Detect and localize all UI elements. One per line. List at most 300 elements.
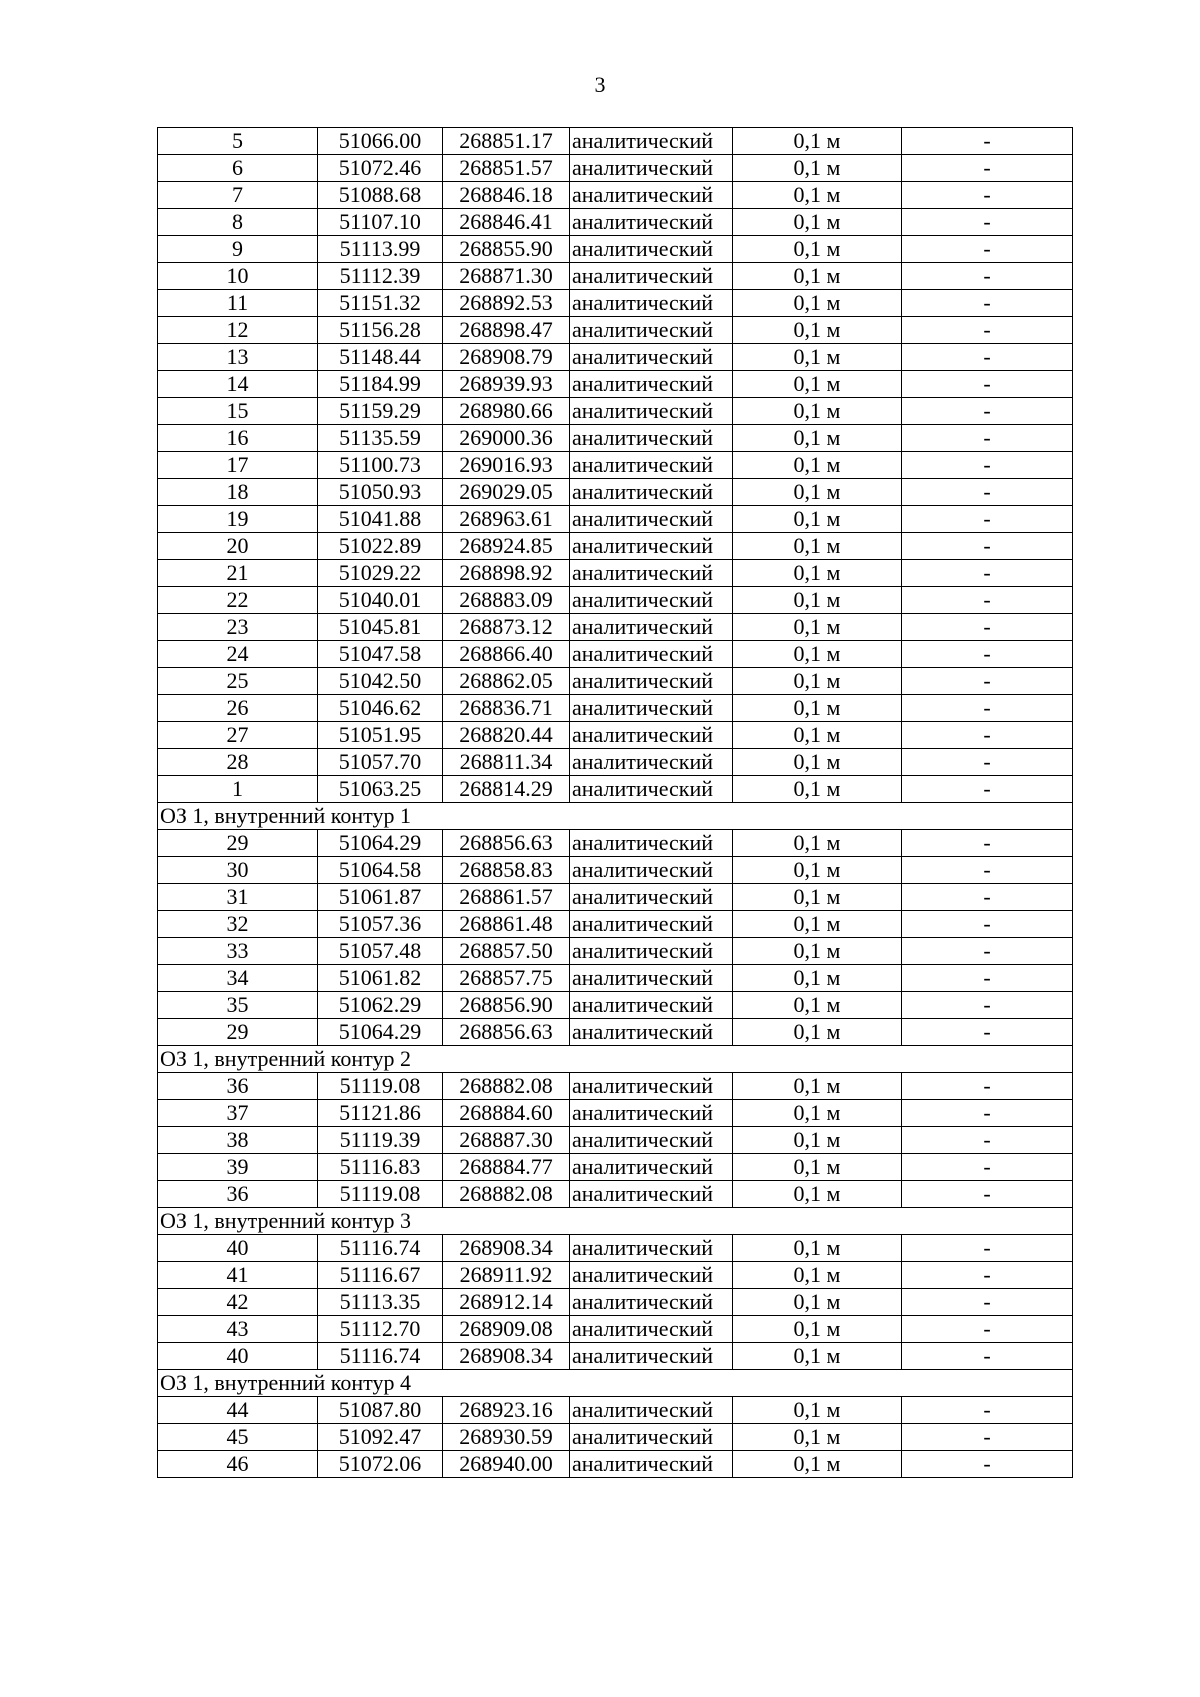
point-number-cell: 44 xyxy=(158,1397,318,1424)
table-row xyxy=(158,209,1073,236)
table-row xyxy=(158,722,1073,749)
y-coordinate-cell: 268924.85 xyxy=(443,533,570,560)
table-row xyxy=(158,857,1073,884)
method-cell: аналитический xyxy=(570,641,733,668)
method-cell: аналитический xyxy=(570,911,733,938)
y-coordinate-cell: 268846.18 xyxy=(443,182,570,209)
accuracy-cell: 0,1 м xyxy=(733,1181,902,1208)
point-number-cell: 23 xyxy=(158,614,318,641)
table-row xyxy=(158,452,1073,479)
table-row xyxy=(158,128,1073,155)
table-row xyxy=(158,992,1073,1019)
accuracy-cell: 0,1 м xyxy=(733,290,902,317)
point-number-cell: 11 xyxy=(158,290,318,317)
point-number-cell: 22 xyxy=(158,587,318,614)
description-cell: - xyxy=(902,1262,1073,1289)
accuracy-cell: 0,1 м xyxy=(733,317,902,344)
y-coordinate-cell: 268851.57 xyxy=(443,155,570,182)
y-coordinate-cell: 268898.47 xyxy=(443,317,570,344)
description-cell: - xyxy=(902,1424,1073,1451)
y-coordinate-cell: 268814.29 xyxy=(443,776,570,803)
accuracy-cell: 0,1 м xyxy=(733,1100,902,1127)
x-coordinate-cell: 51116.74 xyxy=(318,1235,443,1262)
method-cell: аналитический xyxy=(570,317,733,344)
method-cell: аналитический xyxy=(570,1235,733,1262)
point-number-cell: 9 xyxy=(158,236,318,263)
y-coordinate-cell: 268871.30 xyxy=(443,263,570,290)
x-coordinate-cell: 51042.50 xyxy=(318,668,443,695)
y-coordinate-cell: 269029.05 xyxy=(443,479,570,506)
table-row xyxy=(158,533,1073,560)
accuracy-cell: 0,1 м xyxy=(733,992,902,1019)
table-row xyxy=(158,506,1073,533)
method-cell: аналитический xyxy=(570,371,733,398)
x-coordinate-cell: 51116.67 xyxy=(318,1262,443,1289)
x-coordinate-cell: 51092.47 xyxy=(318,1424,443,1451)
method-cell: аналитический xyxy=(570,965,733,992)
table-row xyxy=(158,290,1073,317)
y-coordinate-cell: 268939.93 xyxy=(443,371,570,398)
point-number-cell: 36 xyxy=(158,1181,318,1208)
table-row xyxy=(158,938,1073,965)
point-number-cell: 16 xyxy=(158,425,318,452)
description-cell: - xyxy=(902,344,1073,371)
y-coordinate-cell: 268912.14 xyxy=(443,1289,570,1316)
y-coordinate-cell: 268861.57 xyxy=(443,884,570,911)
description-cell: - xyxy=(902,236,1073,263)
table-row xyxy=(158,911,1073,938)
section-header-row xyxy=(158,1046,1073,1073)
x-coordinate-cell: 51057.48 xyxy=(318,938,443,965)
x-coordinate-cell: 51087.80 xyxy=(318,1397,443,1424)
x-coordinate-cell: 51116.74 xyxy=(318,1343,443,1370)
x-coordinate-cell: 51066.00 xyxy=(318,128,443,155)
x-coordinate-cell: 51116.83 xyxy=(318,1154,443,1181)
accuracy-cell: 0,1 м xyxy=(733,533,902,560)
method-cell: аналитический xyxy=(570,749,733,776)
table-row xyxy=(158,695,1073,722)
method-cell: аналитический xyxy=(570,1127,733,1154)
x-coordinate-cell: 51148.44 xyxy=(318,344,443,371)
x-coordinate-cell: 51121.86 xyxy=(318,1100,443,1127)
x-coordinate-cell: 51022.89 xyxy=(318,533,443,560)
method-cell: аналитический xyxy=(570,533,733,560)
point-number-cell: 8 xyxy=(158,209,318,236)
x-coordinate-cell: 51113.35 xyxy=(318,1289,443,1316)
y-coordinate-cell: 268858.83 xyxy=(443,857,570,884)
y-coordinate-cell: 268873.12 xyxy=(443,614,570,641)
accuracy-cell: 0,1 м xyxy=(733,911,902,938)
point-number-cell: 30 xyxy=(158,857,318,884)
accuracy-cell: 0,1 м xyxy=(733,560,902,587)
y-coordinate-cell: 268908.34 xyxy=(443,1235,570,1262)
x-coordinate-cell: 51064.58 xyxy=(318,857,443,884)
x-coordinate-cell: 51062.29 xyxy=(318,992,443,1019)
x-coordinate-cell: 51045.81 xyxy=(318,614,443,641)
method-cell: аналитический xyxy=(570,236,733,263)
y-coordinate-cell: 269016.93 xyxy=(443,452,570,479)
table-row xyxy=(158,1397,1073,1424)
description-cell: - xyxy=(902,290,1073,317)
accuracy-cell: 0,1 м xyxy=(733,398,902,425)
point-number-cell: 20 xyxy=(158,533,318,560)
x-coordinate-cell: 51064.29 xyxy=(318,830,443,857)
x-coordinate-cell: 51119.39 xyxy=(318,1127,443,1154)
table-row xyxy=(158,965,1073,992)
description-cell: - xyxy=(902,1451,1073,1478)
accuracy-cell: 0,1 м xyxy=(733,1397,902,1424)
x-coordinate-cell: 51072.06 xyxy=(318,1451,443,1478)
x-coordinate-cell: 51156.28 xyxy=(318,317,443,344)
y-coordinate-cell: 268820.44 xyxy=(443,722,570,749)
method-cell: аналитический xyxy=(570,182,733,209)
y-coordinate-cell: 268887.30 xyxy=(443,1127,570,1154)
accuracy-cell: 0,1 м xyxy=(733,371,902,398)
point-number-cell: 7 xyxy=(158,182,318,209)
method-cell: аналитический xyxy=(570,830,733,857)
accuracy-cell: 0,1 м xyxy=(733,182,902,209)
description-cell: - xyxy=(902,263,1073,290)
method-cell: аналитический xyxy=(570,884,733,911)
point-number-cell: 12 xyxy=(158,317,318,344)
accuracy-cell: 0,1 м xyxy=(733,128,902,155)
method-cell: аналитический xyxy=(570,1262,733,1289)
method-cell: аналитический xyxy=(570,452,733,479)
point-number-cell: 29 xyxy=(158,1019,318,1046)
point-number-cell: 39 xyxy=(158,1154,318,1181)
y-coordinate-cell: 268855.90 xyxy=(443,236,570,263)
x-coordinate-cell: 51029.22 xyxy=(318,560,443,587)
description-cell: - xyxy=(902,182,1073,209)
method-cell: аналитический xyxy=(570,128,733,155)
y-coordinate-cell: 268866.40 xyxy=(443,641,570,668)
x-coordinate-cell: 51159.29 xyxy=(318,398,443,425)
description-cell: - xyxy=(902,560,1073,587)
description-cell: - xyxy=(902,479,1073,506)
table-row xyxy=(158,1100,1073,1127)
method-cell: аналитический xyxy=(570,263,733,290)
point-number-cell: 29 xyxy=(158,830,318,857)
y-coordinate-cell: 268908.34 xyxy=(443,1343,570,1370)
method-cell: аналитический xyxy=(570,290,733,317)
section-title: ОЗ 1, внутренний контур 4 xyxy=(158,1370,1073,1397)
table-row xyxy=(158,182,1073,209)
x-coordinate-cell: 51050.93 xyxy=(318,479,443,506)
description-cell: - xyxy=(902,1397,1073,1424)
x-coordinate-cell: 51040.01 xyxy=(318,587,443,614)
point-number-cell: 34 xyxy=(158,965,318,992)
description-cell: - xyxy=(902,317,1073,344)
method-cell: аналитический xyxy=(570,1154,733,1181)
y-coordinate-cell: 268846.41 xyxy=(443,209,570,236)
description-cell: - xyxy=(902,1100,1073,1127)
method-cell: аналитический xyxy=(570,209,733,236)
accuracy-cell: 0,1 м xyxy=(733,749,902,776)
point-number-cell: 42 xyxy=(158,1289,318,1316)
accuracy-cell: 0,1 м xyxy=(733,1343,902,1370)
point-number-cell: 46 xyxy=(158,1451,318,1478)
point-number-cell: 41 xyxy=(158,1262,318,1289)
description-cell: - xyxy=(902,1289,1073,1316)
y-coordinate-cell: 268862.05 xyxy=(443,668,570,695)
point-number-cell: 15 xyxy=(158,398,318,425)
table-row xyxy=(158,371,1073,398)
coordinates-table xyxy=(157,127,1073,1478)
description-cell: - xyxy=(902,128,1073,155)
section-title: ОЗ 1, внутренний контур 1 xyxy=(158,803,1073,830)
method-cell: аналитический xyxy=(570,155,733,182)
y-coordinate-cell: 268811.34 xyxy=(443,749,570,776)
description-cell: - xyxy=(902,776,1073,803)
accuracy-cell: 0,1 м xyxy=(733,1262,902,1289)
table-row xyxy=(158,1154,1073,1181)
method-cell: аналитический xyxy=(570,1343,733,1370)
method-cell: аналитический xyxy=(570,1289,733,1316)
y-coordinate-cell: 268884.60 xyxy=(443,1100,570,1127)
x-coordinate-cell: 51061.87 xyxy=(318,884,443,911)
x-coordinate-cell: 51047.58 xyxy=(318,641,443,668)
y-coordinate-cell: 268856.63 xyxy=(443,830,570,857)
method-cell: аналитический xyxy=(570,506,733,533)
table-row xyxy=(158,614,1073,641)
method-cell: аналитический xyxy=(570,587,733,614)
table-row xyxy=(158,1262,1073,1289)
y-coordinate-cell: 268851.17 xyxy=(443,128,570,155)
table-row xyxy=(158,587,1073,614)
accuracy-cell: 0,1 м xyxy=(733,1073,902,1100)
y-coordinate-cell: 268857.75 xyxy=(443,965,570,992)
description-cell: - xyxy=(902,668,1073,695)
x-coordinate-cell: 51107.10 xyxy=(318,209,443,236)
table-row xyxy=(158,1289,1073,1316)
method-cell: аналитический xyxy=(570,776,733,803)
table-row xyxy=(158,263,1073,290)
table-row xyxy=(158,398,1073,425)
point-number-cell: 6 xyxy=(158,155,318,182)
accuracy-cell: 0,1 м xyxy=(733,965,902,992)
description-cell: - xyxy=(902,1343,1073,1370)
description-cell: - xyxy=(902,371,1073,398)
y-coordinate-cell: 268856.90 xyxy=(443,992,570,1019)
point-number-cell: 45 xyxy=(158,1424,318,1451)
table-row xyxy=(158,1073,1073,1100)
y-coordinate-cell: 268861.48 xyxy=(443,911,570,938)
y-coordinate-cell: 268923.16 xyxy=(443,1397,570,1424)
description-cell: - xyxy=(902,587,1073,614)
x-coordinate-cell: 51135.59 xyxy=(318,425,443,452)
table-row xyxy=(158,425,1073,452)
description-cell: - xyxy=(902,506,1073,533)
accuracy-cell: 0,1 м xyxy=(733,479,902,506)
description-cell: - xyxy=(902,1073,1073,1100)
coordinates-table-body xyxy=(158,128,1073,1478)
accuracy-cell: 0,1 м xyxy=(733,1019,902,1046)
point-number-cell: 43 xyxy=(158,1316,318,1343)
description-cell: - xyxy=(902,830,1073,857)
table-row xyxy=(158,1019,1073,1046)
y-coordinate-cell: 268892.53 xyxy=(443,290,570,317)
point-number-cell: 26 xyxy=(158,695,318,722)
accuracy-cell: 0,1 м xyxy=(733,452,902,479)
accuracy-cell: 0,1 м xyxy=(733,1127,902,1154)
description-cell: - xyxy=(902,857,1073,884)
page-number: 3 xyxy=(594,72,606,97)
y-coordinate-cell: 268911.92 xyxy=(443,1262,570,1289)
table-row xyxy=(158,1235,1073,1262)
table-row xyxy=(158,749,1073,776)
description-cell: - xyxy=(902,722,1073,749)
method-cell: аналитический xyxy=(570,695,733,722)
accuracy-cell: 0,1 м xyxy=(733,209,902,236)
accuracy-cell: 0,1 м xyxy=(733,155,902,182)
x-coordinate-cell: 51046.62 xyxy=(318,695,443,722)
accuracy-cell: 0,1 м xyxy=(733,506,902,533)
table-row xyxy=(158,317,1073,344)
table-row xyxy=(158,776,1073,803)
accuracy-cell: 0,1 м xyxy=(733,1289,902,1316)
method-cell: аналитический xyxy=(570,1316,733,1343)
accuracy-cell: 0,1 м xyxy=(733,722,902,749)
accuracy-cell: 0,1 м xyxy=(733,776,902,803)
description-cell: - xyxy=(902,1127,1073,1154)
accuracy-cell: 0,1 м xyxy=(733,1424,902,1451)
description-cell: - xyxy=(902,1235,1073,1262)
description-cell: - xyxy=(902,938,1073,965)
x-coordinate-cell: 51057.70 xyxy=(318,749,443,776)
method-cell: аналитический xyxy=(570,560,733,587)
point-number-cell: 40 xyxy=(158,1235,318,1262)
x-coordinate-cell: 51184.99 xyxy=(318,371,443,398)
method-cell: аналитический xyxy=(570,722,733,749)
point-number-cell: 35 xyxy=(158,992,318,1019)
description-cell: - xyxy=(902,1154,1073,1181)
table-row xyxy=(158,1343,1073,1370)
table-row xyxy=(158,155,1073,182)
table-row xyxy=(158,884,1073,911)
x-coordinate-cell: 51041.88 xyxy=(318,506,443,533)
y-coordinate-cell: 268856.63 xyxy=(443,1019,570,1046)
x-coordinate-cell: 51072.46 xyxy=(318,155,443,182)
section-header-row xyxy=(158,1208,1073,1235)
description-cell: - xyxy=(902,965,1073,992)
point-number-cell: 33 xyxy=(158,938,318,965)
point-number-cell: 21 xyxy=(158,560,318,587)
x-coordinate-cell: 51063.25 xyxy=(318,776,443,803)
y-coordinate-cell: 268909.08 xyxy=(443,1316,570,1343)
section-title: ОЗ 1, внутренний контур 2 xyxy=(158,1046,1073,1073)
x-coordinate-cell: 51088.68 xyxy=(318,182,443,209)
method-cell: аналитический xyxy=(570,668,733,695)
point-number-cell: 37 xyxy=(158,1100,318,1127)
accuracy-cell: 0,1 м xyxy=(733,344,902,371)
y-coordinate-cell: 268930.59 xyxy=(443,1424,570,1451)
table-row xyxy=(158,668,1073,695)
accuracy-cell: 0,1 м xyxy=(733,938,902,965)
accuracy-cell: 0,1 м xyxy=(733,857,902,884)
x-coordinate-cell: 51112.70 xyxy=(318,1316,443,1343)
y-coordinate-cell: 268882.08 xyxy=(443,1181,570,1208)
y-coordinate-cell: 268836.71 xyxy=(443,695,570,722)
method-cell: аналитический xyxy=(570,614,733,641)
x-coordinate-cell: 51057.36 xyxy=(318,911,443,938)
table-row xyxy=(158,344,1073,371)
y-coordinate-cell: 268857.50 xyxy=(443,938,570,965)
point-number-cell: 36 xyxy=(158,1073,318,1100)
description-cell: - xyxy=(902,749,1073,776)
method-cell: аналитический xyxy=(570,1100,733,1127)
description-cell: - xyxy=(902,209,1073,236)
y-coordinate-cell: 268980.66 xyxy=(443,398,570,425)
x-coordinate-cell: 51064.29 xyxy=(318,1019,443,1046)
point-number-cell: 24 xyxy=(158,641,318,668)
method-cell: аналитический xyxy=(570,1181,733,1208)
description-cell: - xyxy=(902,884,1073,911)
table-row xyxy=(158,641,1073,668)
table-row xyxy=(158,1181,1073,1208)
method-cell: аналитический xyxy=(570,398,733,425)
description-cell: - xyxy=(902,911,1073,938)
point-number-cell: 17 xyxy=(158,452,318,479)
description-cell: - xyxy=(902,1181,1073,1208)
y-coordinate-cell: 268884.77 xyxy=(443,1154,570,1181)
description-cell: - xyxy=(902,992,1073,1019)
method-cell: аналитический xyxy=(570,1424,733,1451)
accuracy-cell: 0,1 м xyxy=(733,614,902,641)
table-row xyxy=(158,1127,1073,1154)
x-coordinate-cell: 51119.08 xyxy=(318,1073,443,1100)
point-number-cell: 40 xyxy=(158,1343,318,1370)
accuracy-cell: 0,1 м xyxy=(733,1235,902,1262)
description-cell: - xyxy=(902,533,1073,560)
section-header-row xyxy=(158,1370,1073,1397)
point-number-cell: 25 xyxy=(158,668,318,695)
table-row xyxy=(158,236,1073,263)
accuracy-cell: 0,1 м xyxy=(733,263,902,290)
table-row xyxy=(158,830,1073,857)
table-row xyxy=(158,1451,1073,1478)
x-coordinate-cell: 51151.32 xyxy=(318,290,443,317)
y-coordinate-cell: 269000.36 xyxy=(443,425,570,452)
description-cell: - xyxy=(902,641,1073,668)
point-number-cell: 32 xyxy=(158,911,318,938)
table-row xyxy=(158,479,1073,506)
section-title: ОЗ 1, внутренний контур 3 xyxy=(158,1208,1073,1235)
method-cell: аналитический xyxy=(570,1397,733,1424)
table-row xyxy=(158,560,1073,587)
method-cell: аналитический xyxy=(570,1073,733,1100)
accuracy-cell: 0,1 м xyxy=(733,425,902,452)
y-coordinate-cell: 268882.08 xyxy=(443,1073,570,1100)
method-cell: аналитический xyxy=(570,992,733,1019)
description-cell: - xyxy=(902,614,1073,641)
point-number-cell: 27 xyxy=(158,722,318,749)
accuracy-cell: 0,1 м xyxy=(733,1316,902,1343)
table-row xyxy=(158,1424,1073,1451)
point-number-cell: 13 xyxy=(158,344,318,371)
section-header-row xyxy=(158,803,1073,830)
description-cell: - xyxy=(902,695,1073,722)
x-coordinate-cell: 51100.73 xyxy=(318,452,443,479)
point-number-cell: 31 xyxy=(158,884,318,911)
point-number-cell: 1 xyxy=(158,776,318,803)
accuracy-cell: 0,1 м xyxy=(733,695,902,722)
accuracy-cell: 0,1 м xyxy=(733,1154,902,1181)
point-number-cell: 28 xyxy=(158,749,318,776)
x-coordinate-cell: 51051.95 xyxy=(318,722,443,749)
accuracy-cell: 0,1 м xyxy=(733,236,902,263)
accuracy-cell: 0,1 м xyxy=(733,884,902,911)
point-number-cell: 38 xyxy=(158,1127,318,1154)
